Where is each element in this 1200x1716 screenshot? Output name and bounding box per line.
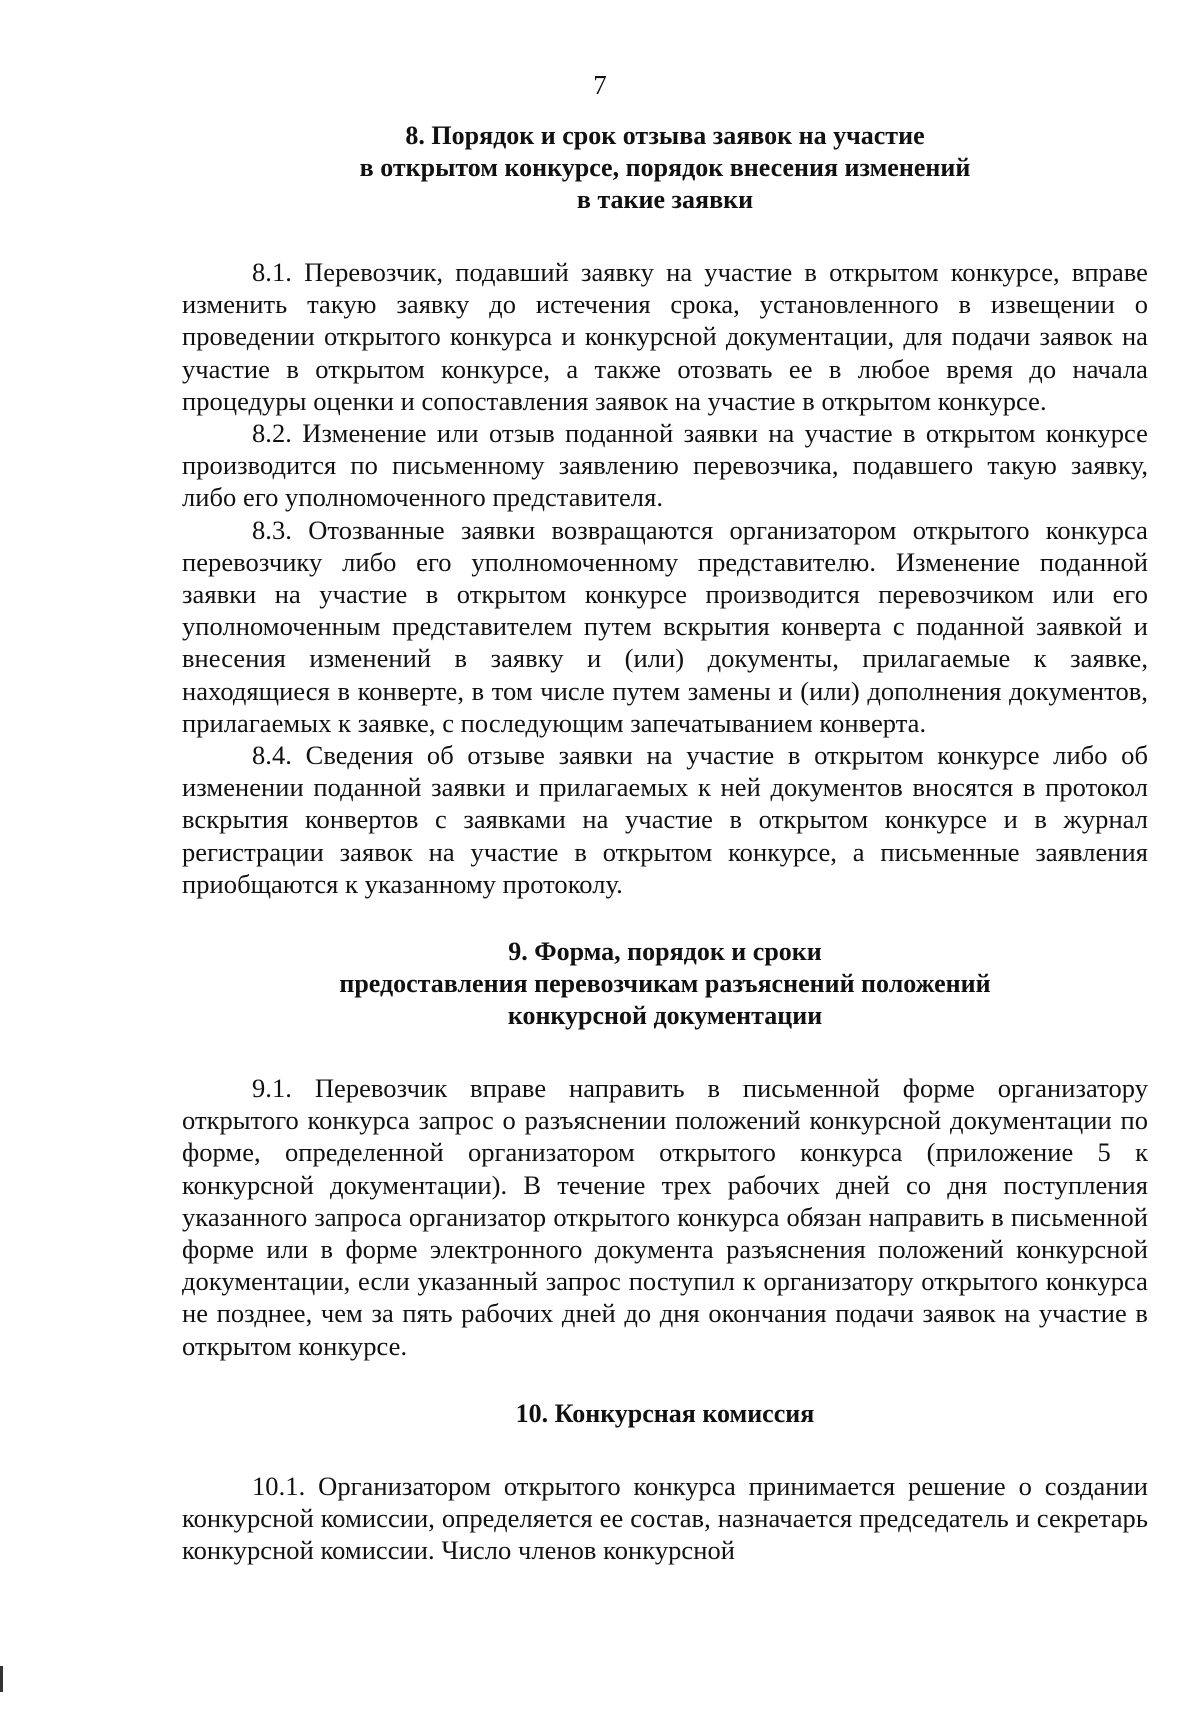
scan-edge-mark <box>0 1666 3 1692</box>
heading-line: в такие заявки <box>576 185 754 214</box>
paragraph-10-1: 10.1. Организатором открытого конкурса принимается решение о создании конкурсной комиссии, определяется ее состав, назначается председатель и секретарь конкурсной комиссии. Число членов конкурсной <box>182 1470 1148 1566</box>
document-body <box>182 120 1148 1567</box>
heading-line: предоставления перевозчикам разъяснений положений <box>339 969 991 999</box>
paragraph-8-4: 8.4. Сведения об отзыве заявки на участие в открытом конкурсе либо об изменении поданной заявки и прилагаемых к ней документов вносятся в протокол вскрытия конвертов с заявками на участие в открытом конкурсе и в журнал регистрации заявок на участие в открытом конкурсе, а письменные заявления приобщаются к указанному протоколу. <box>182 740 1148 899</box>
heading-line: конкурсной документации <box>507 1001 823 1031</box>
heading-line: 8. Порядок и срок отзыва заявок на участие <box>405 121 925 150</box>
section-heading-8 <box>182 120 1148 216</box>
section-heading-10 <box>182 1398 1148 1430</box>
paragraph-9-1: 9.1. Перевозчик вправе направить в письменной форме организатору открытого конкурса запрос о разъяснении положений конкурсной документации по форме, определенной организатором открытого конкурса (приложение 5 к конкурсной документации). В течение трех рабочих дней со дня поступления указанного запроса организатор открытого конкурса обязан направить в письменной форме или в форме электронного документа разъяснения положений конкурсной документации, если указанный запрос поступил к организатору открытого конкурса не позднее, чем за пять рабочих дней до дня окончания подачи заявок на участие в открытом конкурсе. <box>182 1073 1148 1361</box>
heading-line: в открытом конкурсе, порядок внесения изменений <box>359 153 971 182</box>
paragraph-8-3: 8.3. Отозванные заявки возвращаются организатором открытого конкурса перевозчику либо его уполномоченному представителю. Изменение поданной заявки на участие в открытом конкурсе производится перевозчиком или его уполномоченным представителем путем вскрытия конверта с поданной заявкой и внесения изменений в заявку и (или) документы, прилагаемые к заявке, находящиеся в конверте, в том числе путем замены и (или) дополнения документов, прилагаемых к заявке, с последующим запечатыванием конверта. <box>182 514 1148 738</box>
paragraph-8-2: 8.2. Изменение или отзыв поданной заявки на участие в открытом конкурсе производится по письменному заявлению перевозчика, подавшего такую заявку, либо его уполномоченного представителя. <box>182 418 1148 513</box>
heading-line: 10. Конкурсная комиссия <box>515 1398 815 1428</box>
page-number: 7 <box>593 70 607 100</box>
heading-line: 9. Форма, порядок и сроки <box>508 937 822 967</box>
paragraph-8-1: 8.1. Перевозчик, подавший заявку на участие в открытом конкурсе, вправе изменить такую заявку до истечения срока, установленного в извещении о проведении открытого конкурса и конкурсной документации, для подачи заявок на участие в открытом конкурсе, а также отозвать ее в любое время до начала процедуры оценки и сопоставления заявок на участие в открытом конкурсе. <box>182 257 1148 416</box>
section-heading-9 <box>182 936 1148 1032</box>
